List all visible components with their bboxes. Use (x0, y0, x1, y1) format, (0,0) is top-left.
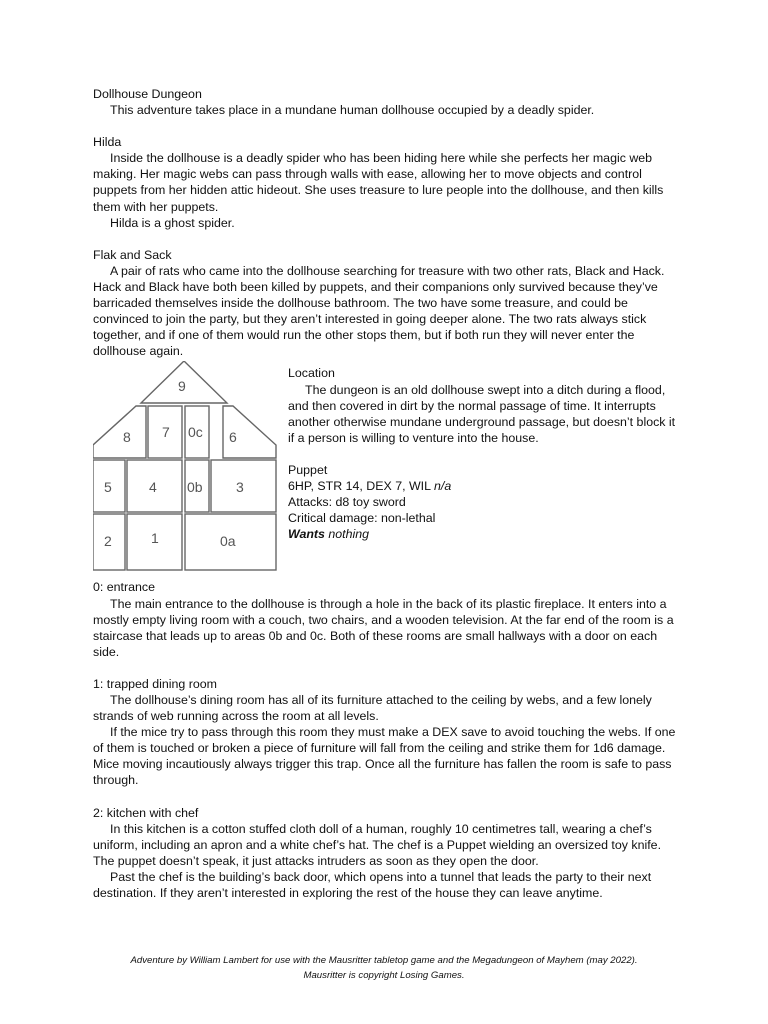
document-body (93, 86, 683, 901)
puppet-stats-text: 6HP, STR 14, DEX 7, WIL (288, 478, 434, 493)
flak-sack-paragraph: A pair of rats who came into the dollhouse searching for treasure with two other rats, Black and Hack. Hack and Black have both been killed by puppets, and their companions only survived because they’ve barricaded themselves inside the dollhouse bathroom. The two have some treasure, and could be convinced to join the party, but they aren’t interested in going deeper alone. The two rats always stick together, and if one of them would run the other stops them, but if both run they will never enter the dollhouse again. (93, 263, 665, 359)
hilda-paragraph-2: Hilda is a ghost spider. (110, 215, 235, 230)
room-label-6: 6 (229, 429, 237, 446)
location-paragraph: The dungeon is an old dollhouse swept into a ditch during a flood, and then covered in dirt by the normal passage of time. It interrupts another otherwise mundane underground passage, but doesn’t block it if a person is willing to venture into the house. (288, 382, 676, 445)
intro-paragraph: This adventure takes place in a mundane human dollhouse occupied by a deadly spider. (110, 103, 595, 118)
puppet-wants-label: Wants (288, 527, 325, 542)
puppet-wil-value: n/a (434, 478, 452, 493)
room-label-5: 5 (104, 479, 112, 496)
room-0-paragraph: The main entrance to the dollhouse is through a hole in the back of its plastic fireplace. It enters into a mostly empty living room with a couch, two chairs, and a wooden television. At the far end of the room is a staircase that leads up to areas 0b and 0c. Both of these rooms are small hallways with a door on each side. (93, 596, 674, 659)
room-8-shape (93, 406, 146, 458)
room-1-paragraph-2: If the mice try to pass through this room they must make a DEX save to avoid touching the webs. If one of them is touched or broken a piece of furniture will fall from the ceiling and strike them for 1d6 damage. Mice moving incautiously always trigger this trap. Once all the furniture has fallen the room is safe to pass through. (93, 725, 676, 788)
room-label-0b: 0b (187, 479, 203, 496)
room-0-heading: 0: entrance (93, 580, 155, 595)
room-label-2: 2 (104, 533, 112, 550)
map-and-info (93, 361, 683, 579)
room-2-paragraph-1: In this kitchen is a cotton stuffed cloth doll of a human, roughly 10 centimetres tall, wearing a chef’s uniform, including an apron and a white chef’s hat. The chef is a Puppet wielding an oversized toy knife. The puppet doesn’t speak, it just attacks intruders as soon as they open the door. (93, 821, 662, 868)
puppet-wants-value: nothing (324, 527, 370, 542)
footer-copyright: Mausritter is copyright Losing Games. (303, 970, 465, 981)
room-2-paragraph-2: Past the chef is the building’s back door, which opens into a tunnel that leads the party to their next destination. If they aren’t interested in exploring the rest of the house they can leave anytime. (93, 869, 652, 900)
room-label-1: 1 (151, 530, 159, 547)
room-label-0a: 0a (220, 533, 236, 550)
footer-credit: Adventure by William Lambert for use with the Mausritter tabletop game and the Megadungeon of Mayhem (may 2022). (130, 955, 638, 966)
hilda-heading: Hilda (93, 135, 122, 150)
puppet-stats (288, 478, 683, 494)
puppet-critical: Critical damage: non-lethal (288, 511, 436, 526)
dollhouse-map (93, 361, 277, 572)
flak-sack-heading: Flak and Sack (93, 247, 172, 262)
puppet-wants (288, 526, 683, 542)
room-label-9: 9 (178, 378, 186, 395)
room-2-heading: 2: kitchen with chef (93, 805, 199, 820)
puppet-heading: Puppet (288, 462, 328, 477)
side-info (288, 365, 683, 542)
location-heading: Location (288, 366, 335, 381)
room-label-3: 3 (236, 479, 244, 496)
room-1-paragraph-1: The dollhouse’s dining room has all of its furniture attached to the ceiling by webs, and a few lonely strands of web running across the room at all levels. (93, 692, 652, 724)
room-label-4: 4 (149, 479, 157, 496)
document-title: Dollhouse Dungeon (93, 87, 202, 101)
room-label-0c: 0c (188, 424, 203, 441)
room-1-heading: 1: trapped dining room (93, 676, 217, 691)
room-label-8: 8 (123, 429, 131, 446)
puppet-attacks: Attacks: d8 toy sword (288, 495, 406, 510)
room-label-7: 7 (162, 424, 170, 441)
page-footer (0, 953, 768, 983)
hilda-paragraph-1: Inside the dollhouse is a deadly spider who has been hiding here while she perfects her magic web making. Her magic webs can pass through walls with ease, allowing her to move objects and control puppets from her hidden attic hideout. She uses treasure to lure people into the dollhouse, and then kills them with her puppets. (93, 151, 664, 214)
